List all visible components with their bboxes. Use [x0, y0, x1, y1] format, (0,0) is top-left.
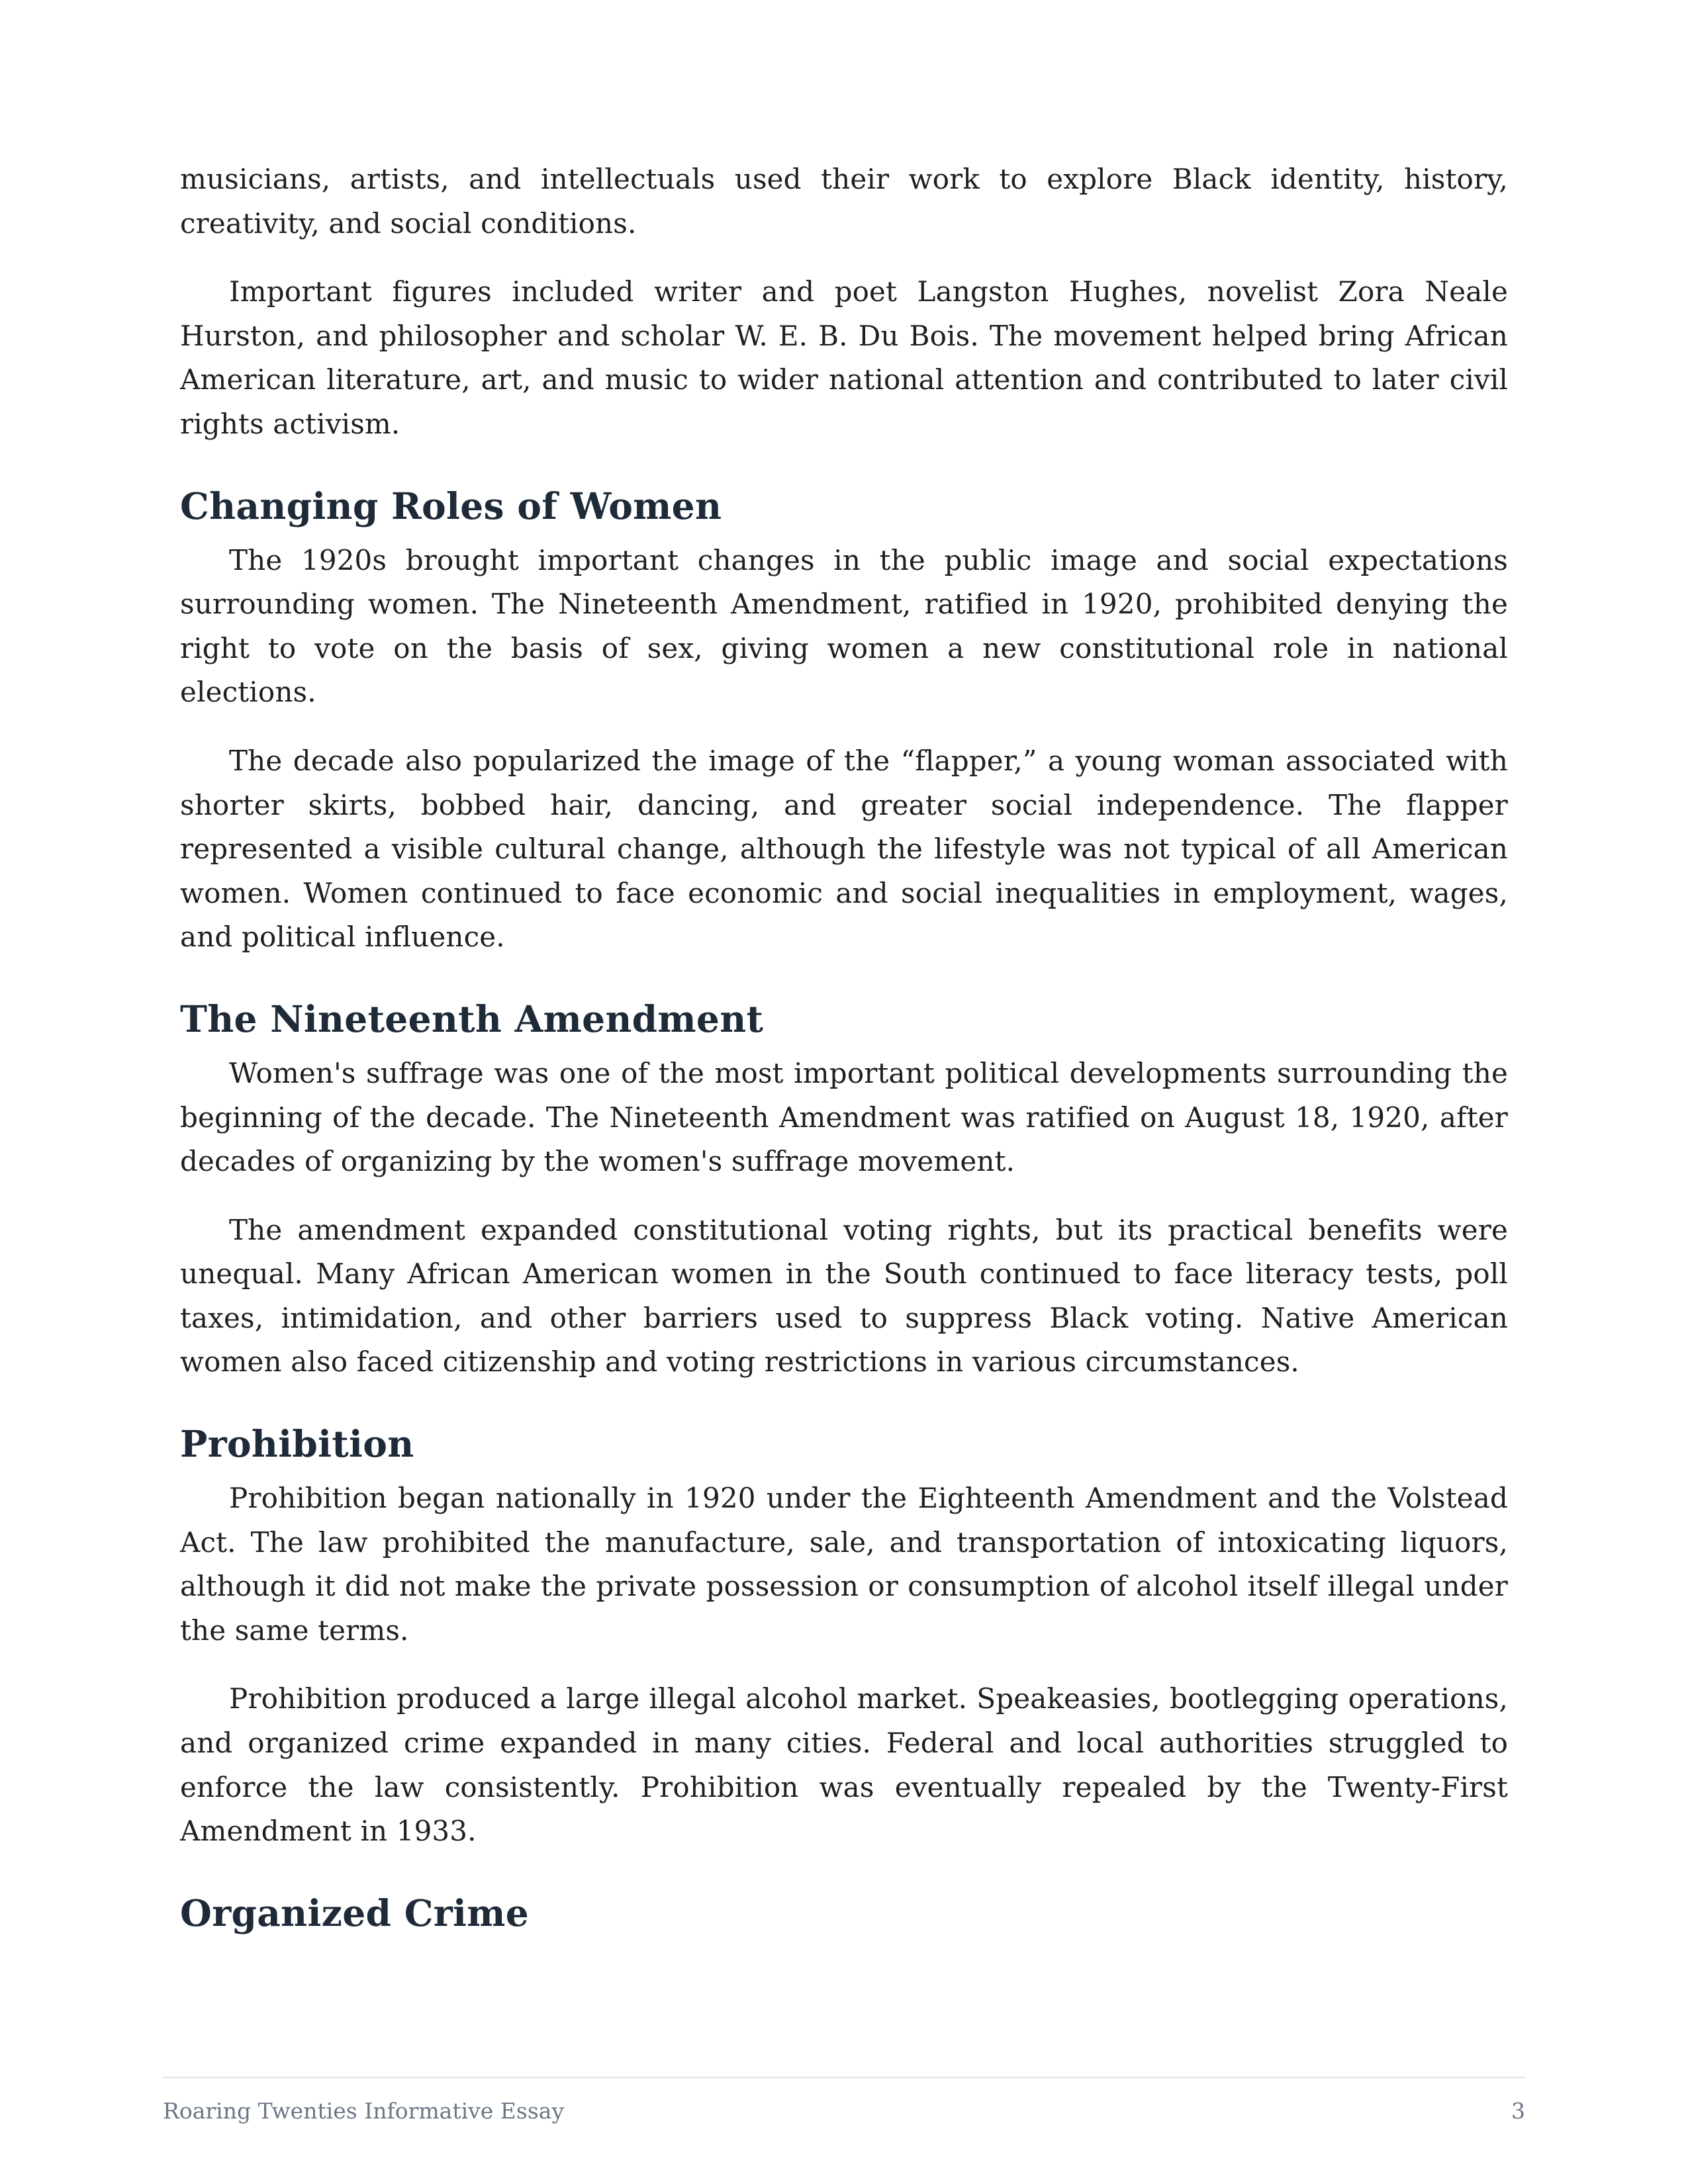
women-section-heading: Changing Roles of Women	[180, 484, 722, 527]
page-body	[180, 158, 1508, 1946]
harlem-figures-paragraph: Important figures included writer and poet Langston Hughes, novelist Zora Neale Hurston, and philosopher and scholar W. E. B. Du Bois. The movement helped bring African American literature, art, and music to wider national attention and contributed to later civil rights activism.	[180, 275, 1508, 440]
organized-crime-heading: Organized Crime	[180, 1891, 530, 1934]
footer-page-number: 3	[1511, 2098, 1525, 2124]
nineteenth-amendment-paragraph-1: Women's suffrage was one of the most important political developments surrounding the beginning of the decade. The Nineteenth Amendment was ratified on August 18, 1920, after decades of organizing by the women's suffrage movement.	[180, 1056, 1508, 1178]
nineteenth-amendment-heading: The Nineteenth Amendment	[180, 997, 764, 1040]
women-paragraph-2: The decade also popularized the image of the “flapper,” a young woman associated with shorter skirts, bobbed hair, dancing, and greater social independence. The flapper represented a visible cultural change, although the lifestyle was not typical of all American women. Women continued to face economic and social inequalities in employment, wages, and political influence.	[180, 744, 1508, 954]
prohibition-paragraph-1: Prohibition began nationally in 1920 under the Eighteenth Amendment and the Volstead Act. The law prohibited the manufacture, sale, and transportation of intoxicating liquors, although it did not make the private possession or consumption of alcohol itself illegal under the same terms.	[180, 1482, 1508, 1647]
women-paragraph-1: The 1920s brought important changes in the public image and social expectations surrounding women. The Nineteenth Amendment, ratified in 1920, prohibited denying the right to vote on the basis of sex, giving women a new constitutional role in national elections.	[180, 543, 1508, 709]
prohibition-paragraph-2: Prohibition produced a large illegal alcohol market. Speakeasies, bootlegging operations, and organized crime expanded in many cities. Federal and local authorities struggled to enforce the law consistently. Prohibition was eventually repealed by the Twenty-First Amendment in 1933.	[180, 1682, 1508, 1848]
prohibition-heading: Prohibition	[180, 1422, 414, 1466]
nineteenth-amendment-paragraph-2: The amendment expanded constitutional voting rights, but its practical benefits were unequal. Many African American women in the South continued to face literacy tests, poll taxes, intimidation, and other barriers used to suppress Black voting. Native American women also faced citizenship and voting restrictions in various circumstances.	[180, 1213, 1508, 1379]
page-footer	[163, 2077, 1525, 2124]
footer-document-title: Roaring Twenties Informative Essay	[163, 2098, 565, 2124]
intro-continuation-paragraph: musicians, artists, and intellectuals used their work to explore Black identity, history, creativity, and social conditions.	[180, 163, 1508, 240]
